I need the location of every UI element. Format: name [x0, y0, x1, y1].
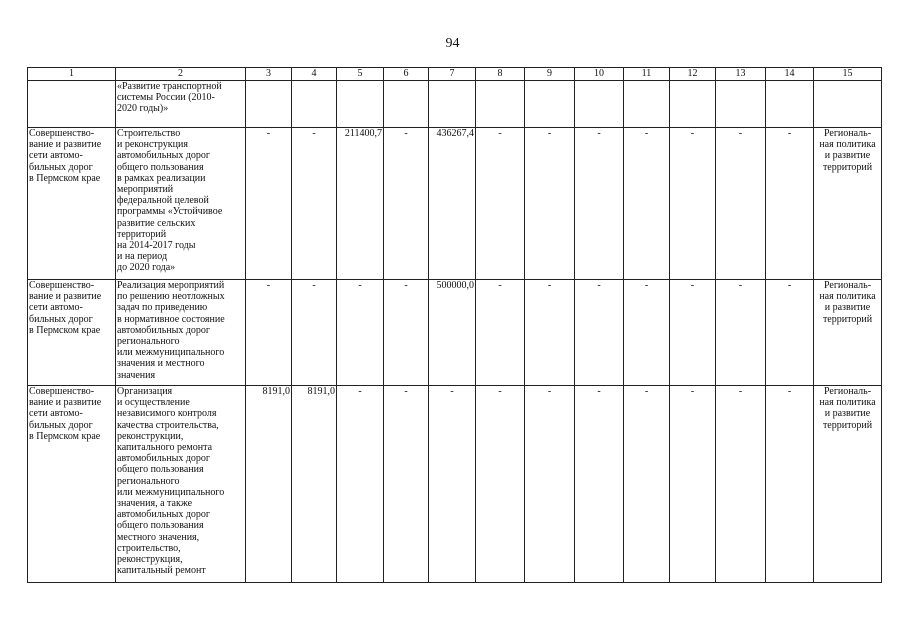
table-row [28, 81, 882, 128]
value-cell: - [476, 128, 525, 280]
value-cell [476, 81, 525, 128]
header-cell: 10 [575, 68, 624, 81]
value-cell: - [476, 386, 525, 583]
header-cell: 4 [292, 68, 337, 81]
value-cell: - [624, 386, 670, 583]
value-cell: - [575, 128, 624, 280]
data-table [27, 67, 882, 583]
value-cell: - [246, 280, 292, 386]
table-row [28, 386, 882, 583]
value-cell [384, 81, 429, 128]
measure-cell: Строительство и реконструкция автомобильных дорог общего пользования в рамках реализации мероприятий федеральной целевой программы «Устойчивое развитие сельских территорий на 2014-2017 годы и на период до 2020 года» [116, 128, 246, 280]
value-cell: - [624, 128, 670, 280]
header-cell: 13 [716, 68, 766, 81]
value-cell [766, 81, 814, 128]
value-cell: - [766, 280, 814, 386]
value-cell: 500000,0 [429, 280, 476, 386]
value-cell: - [624, 280, 670, 386]
header-cell: 12 [670, 68, 716, 81]
value-cell: 436267,4 [429, 128, 476, 280]
value-cell: - [384, 128, 429, 280]
header-cell: 15 [814, 68, 882, 81]
value-cell: - [575, 280, 624, 386]
program-cell: Региональ- ная политика и развитие территорий [814, 280, 882, 386]
measure-cell: Реализация мероприятий по решению неотложных задач по приведению в нормативное состояние автомобильных дорог регионального или межмуниципального значения и местного значения [116, 280, 246, 386]
value-cell [292, 81, 337, 128]
header-cell: 9 [525, 68, 575, 81]
header-cell: 1 [28, 68, 116, 81]
value-cell: - [476, 280, 525, 386]
value-cell: - [525, 128, 575, 280]
value-cell: - [670, 386, 716, 583]
value-cell: - [716, 280, 766, 386]
value-cell [337, 81, 384, 128]
direction-cell: Совершенство- вание и развитие сети автомо- бильных дорог в Пермском крае [28, 386, 116, 583]
value-cell [624, 81, 670, 128]
value-cell: - [429, 386, 476, 583]
value-cell: - [337, 386, 384, 583]
value-cell: - [766, 386, 814, 583]
value-cell: - [292, 128, 337, 280]
value-cell [525, 81, 575, 128]
header-cell: 3 [246, 68, 292, 81]
value-cell: - [525, 280, 575, 386]
value-cell: - [670, 280, 716, 386]
value-cell [246, 81, 292, 128]
header-cell: 14 [766, 68, 814, 81]
value-cell: 8191,0 [246, 386, 292, 583]
value-cell: - [384, 280, 429, 386]
value-cell: 211400,7 [337, 128, 384, 280]
value-cell [429, 81, 476, 128]
header-cell: 5 [337, 68, 384, 81]
header-cell: 2 [116, 68, 246, 81]
value-cell: - [716, 128, 766, 280]
program-cell [814, 81, 882, 128]
value-cell: - [670, 128, 716, 280]
direction-cell: Совершенство- вание и развитие сети автомо- бильных дорог в Пермском крае [28, 128, 116, 280]
header-row [28, 68, 882, 81]
value-cell: - [575, 386, 624, 583]
program-cell: Региональ- ная политика и развитие территорий [814, 128, 882, 280]
header-cell: 8 [476, 68, 525, 81]
value-cell: - [246, 128, 292, 280]
value-cell: - [337, 280, 384, 386]
value-cell [575, 81, 624, 128]
header-cell: 6 [384, 68, 429, 81]
value-cell [716, 81, 766, 128]
value-cell: - [292, 280, 337, 386]
header-cell: 7 [429, 68, 476, 81]
value-cell: - [384, 386, 429, 583]
direction-cell: Совершенство- вание и развитие сети автомо- бильных дорог в Пермском крае [28, 280, 116, 386]
table-row [28, 128, 882, 280]
program-cell: Региональ- ная политика и развитие территорий [814, 386, 882, 583]
value-cell: 8191,0 [292, 386, 337, 583]
value-cell: - [766, 128, 814, 280]
value-cell: - [716, 386, 766, 583]
page-number: 94 [445, 36, 460, 51]
value-cell [670, 81, 716, 128]
value-cell: - [525, 386, 575, 583]
measure-cell: Организация и осуществление независимого контроля качества строительства, реконструкции, капитального ремонта автомобильных дорог общего пользования регионального или межмуниципального значения, а также автомобильных дорог общего пользования местного значения, строительство, реконструкция, капитальный ремонт [116, 386, 246, 583]
measure-cell: «Развитие транспортной системы России (2010- 2020 годы)» [116, 81, 246, 128]
header-cell: 11 [624, 68, 670, 81]
table-row [28, 280, 882, 386]
direction-cell [28, 81, 116, 128]
